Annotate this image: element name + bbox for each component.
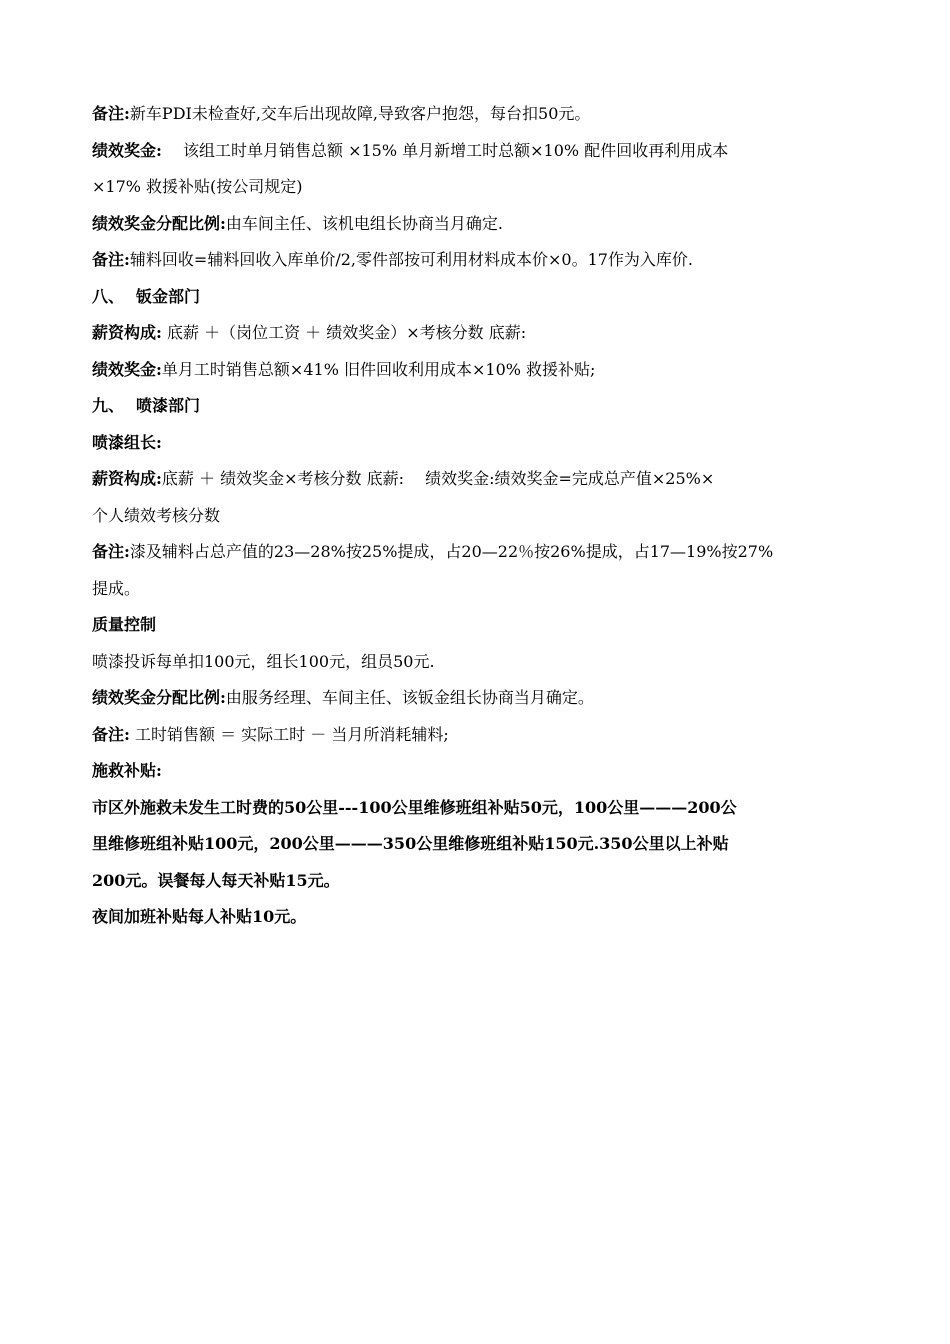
line-label: 质量控制 [92,615,157,634]
text-line [92,571,862,608]
line-label: 绩效奖金分配比例: [92,213,226,233]
line-text: 新车PDI未检查好,交车后出现故障,导致客户抱怨，每台扣50元。 [129,104,591,123]
line-label: 薪资构成: [92,323,162,342]
document-page [92,96,862,936]
text-line [92,133,862,170]
line-text: 由服务经理、车间主任、该钣金组长协商当月确定。 [225,688,594,707]
text-line [92,717,862,754]
line-text: 底薪 ＋ 绩效奖金×考核分数 底薪: 绩效奖金:绩效奖金=完成总产值×25%× [161,469,715,488]
section-heading [92,279,862,316]
line-text: 该组工时单月销售总额 ×15% 单月新增工时总额×10% 配件回收再利用成本 [161,140,729,160]
rescue-line: 市区外施救未发生工时费的50公里---100公里维修班组补贴50元，100公里———200公 [92,797,737,817]
rescue-line: 里维修班组补贴100元，200公里———350公里维修班组补贴150元.350公里以上补贴 [92,834,729,853]
text-line [92,352,862,389]
line-label: 绩效奖金分配比例: [92,688,226,707]
text-line [92,169,862,206]
line-text: 喷漆投诉每单扣100元，组长100元，组员50元. [92,651,435,671]
text-line [92,534,862,571]
line-text: 底薪 ＋（岗位工资 ＋ 绩效奖金）×考核分数 底薪: [161,323,527,342]
text-line [92,753,862,790]
text-line [92,206,862,243]
line-text: 工时销售额 ＝ 实际工时 － 当月所消耗辅料; [129,724,449,744]
line-text: 单月工时销售总额×41% 旧件回收利用成本×10% 救援补贴; [161,359,596,379]
text-line [92,461,862,498]
text-line [92,425,862,462]
text-line [92,644,862,681]
text-line [92,242,862,279]
rescue-line: 夜间加班补贴每人补贴10元。 [92,907,307,926]
text-line [92,498,862,535]
line-label: 喷漆组长: [92,432,162,452]
section-title: 钣金部门 [136,286,201,306]
line-label: 备注: [92,724,130,744]
line-label: 备注: [92,104,130,123]
section-heading [92,388,862,425]
section-title: 喷漆部门 [136,396,201,415]
line-label: 施救补贴: [92,761,162,780]
line-text: 由车间主任、该机电组长协商当月确定. [225,213,504,233]
section-number: 九、 [92,396,125,415]
line-label: 薪资构成: [92,469,162,488]
text-line [92,607,862,644]
line-label: 绩效奖金: [92,140,162,160]
line-label: 备注: [92,542,130,561]
line-text: 漆及辅料占总产值的23—28%按25%提成，占20—22％按26%提成，占17—19%按27% [129,542,774,561]
line-text: 辅料回收=辅料回收入库单价/2,零件部按可利用材料成本价×0。17作为入库价. [129,250,694,269]
line-label: 备注: [92,250,130,269]
rescue-line: 200元。误餐每人每天补贴15元。 [92,870,340,890]
text-line [92,96,862,133]
line-text: 提成。 [92,578,141,598]
text-line [92,315,862,352]
line-label: 绩效奖金: [92,359,162,379]
section-number: 八、 [92,286,125,306]
line-text: ×17% 救援补贴(按公司规定) [92,177,303,196]
line-text: 个人绩效考核分数 [92,505,221,525]
text-line [92,680,862,717]
